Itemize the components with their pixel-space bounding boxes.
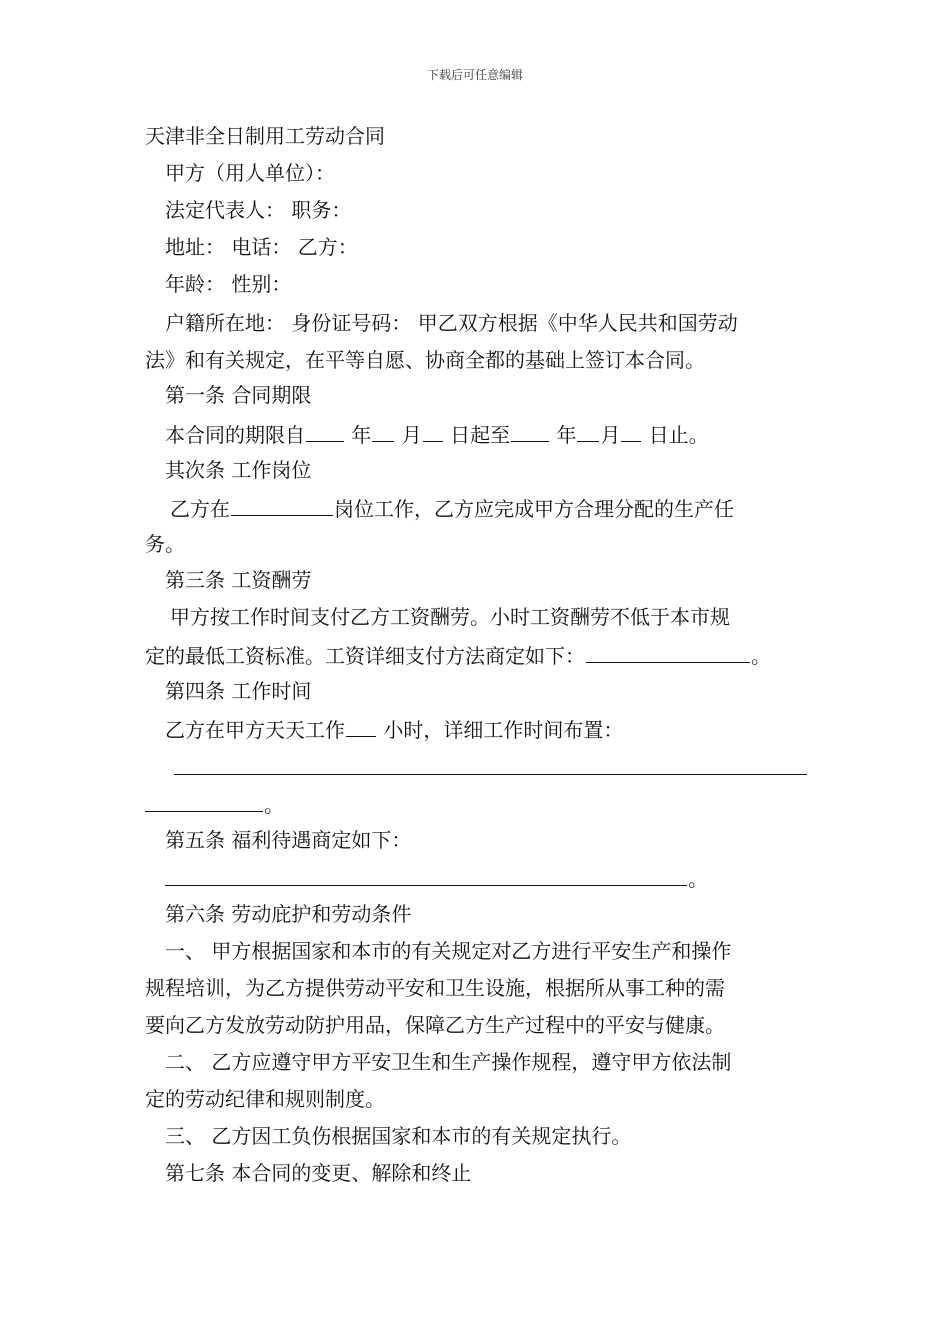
year-label: 年 [351,423,372,447]
article-2-text-b: 岗位工作，乙方应完成甲方合理分配的生产任 [334,497,734,521]
year-label: 年 [556,423,577,447]
term-start-text: 本合同的期限自 [165,423,305,447]
day-end-label: 日止。 [648,423,709,447]
day-to-label: 日起至 [450,423,511,447]
article-6-item-2-line-2: 定的劳动纪律和规则制度。 [145,1087,385,1111]
article-5-end: 。 [688,867,708,891]
article-6-item-1-line-2: 规程培训，为乙方提供劳动平安和卫生设施，根据所从事工种的需 [145,976,725,1000]
benefits-blank-row [165,863,835,893]
article-3-line-2 [145,640,815,670]
article-5-title: 第五条 福利待遇商定如下： [165,828,412,852]
end-year-blank [511,419,549,442]
legal-rep-line: 法定代表人： 职务： [165,198,352,222]
work-schedule-blank-2 [145,789,263,812]
article-4-line-1 [165,714,835,744]
article-3-end: 。 [751,644,771,668]
article-2-line-1 [170,493,840,523]
article-6-item-1-line-1: 一、 甲方根据国家和本市的有关规定对乙方进行平安生产和操作 [165,939,732,963]
article-7-title: 第七条 本合同的变更、解除和终止 [165,1161,472,1185]
work-schedule-blank-row-2 [145,789,815,819]
position-blank [231,493,333,516]
end-month-blank [577,419,599,442]
article-2-title: 其次条 工作岗位 [165,458,312,482]
start-year-blank [306,419,344,442]
address-line: 地址： 电话： 乙方： [165,235,358,259]
month-label: 月 [600,423,621,447]
payment-method-blank [586,640,750,663]
age-gender-line: 年龄： 性别： [165,272,292,296]
article-3-title: 第三条 工资酬劳 [165,568,312,592]
work-schedule-blank-row [173,752,843,782]
article-1-title: 第一条 合同期限 [165,383,312,407]
article-3-line-1: 甲方按工作时间支付乙方工资酬劳。小时工资酬劳不低于本市规 [170,605,730,629]
month-label: 月 [401,423,422,447]
article-6-item-3: 三、 乙方因工负伤根据国家和本市的有关规定执行。 [165,1124,632,1148]
article-4-text-a: 乙方在甲方天天工作 [165,718,345,742]
start-day-blank [423,419,443,442]
household-line-2: 法》和有关规定，在平等自愿、协商全都的基础上签订本合同。 [145,348,705,372]
work-schedule-blank [174,752,807,775]
hours-blank [346,714,376,737]
article-1-term [165,419,835,449]
end-day-blank [621,419,641,442]
page-header-note: 下载后可任意编辑 [426,68,523,82]
document-title: 天津非全日制用工劳动合同 [145,124,385,148]
party-a-line: 甲方（用人单位）： [165,161,335,185]
household-line-1: 户籍所在地： 身份证号码： 甲乙双方根据《中华人民共和国劳动 [165,311,738,335]
benefits-blank [165,863,687,886]
start-month-blank [372,419,394,442]
article-6-item-2-line-1: 二、 乙方应遵守甲方平安卫生和生产操作规程，遵守甲方依法制 [165,1050,732,1074]
article-4-title: 第四条 工作时间 [165,679,312,703]
article-2-text-a: 乙方在 [170,497,230,521]
article-4-text-b: 小时，详细工作时间布置： [383,718,624,742]
article-6-title: 第六条 劳动庇护和劳动条件 [165,902,412,926]
article-2-line-2: 务。 [145,532,185,556]
article-6-item-1-line-3: 要向乙方发放劳动防护用品，保障乙方生产过程中的平安与健康。 [145,1013,725,1037]
article-4-end: 。 [264,793,284,817]
article-3-text: 定的最低工资标准。工资详细支付方法商定如下： [145,644,585,668]
